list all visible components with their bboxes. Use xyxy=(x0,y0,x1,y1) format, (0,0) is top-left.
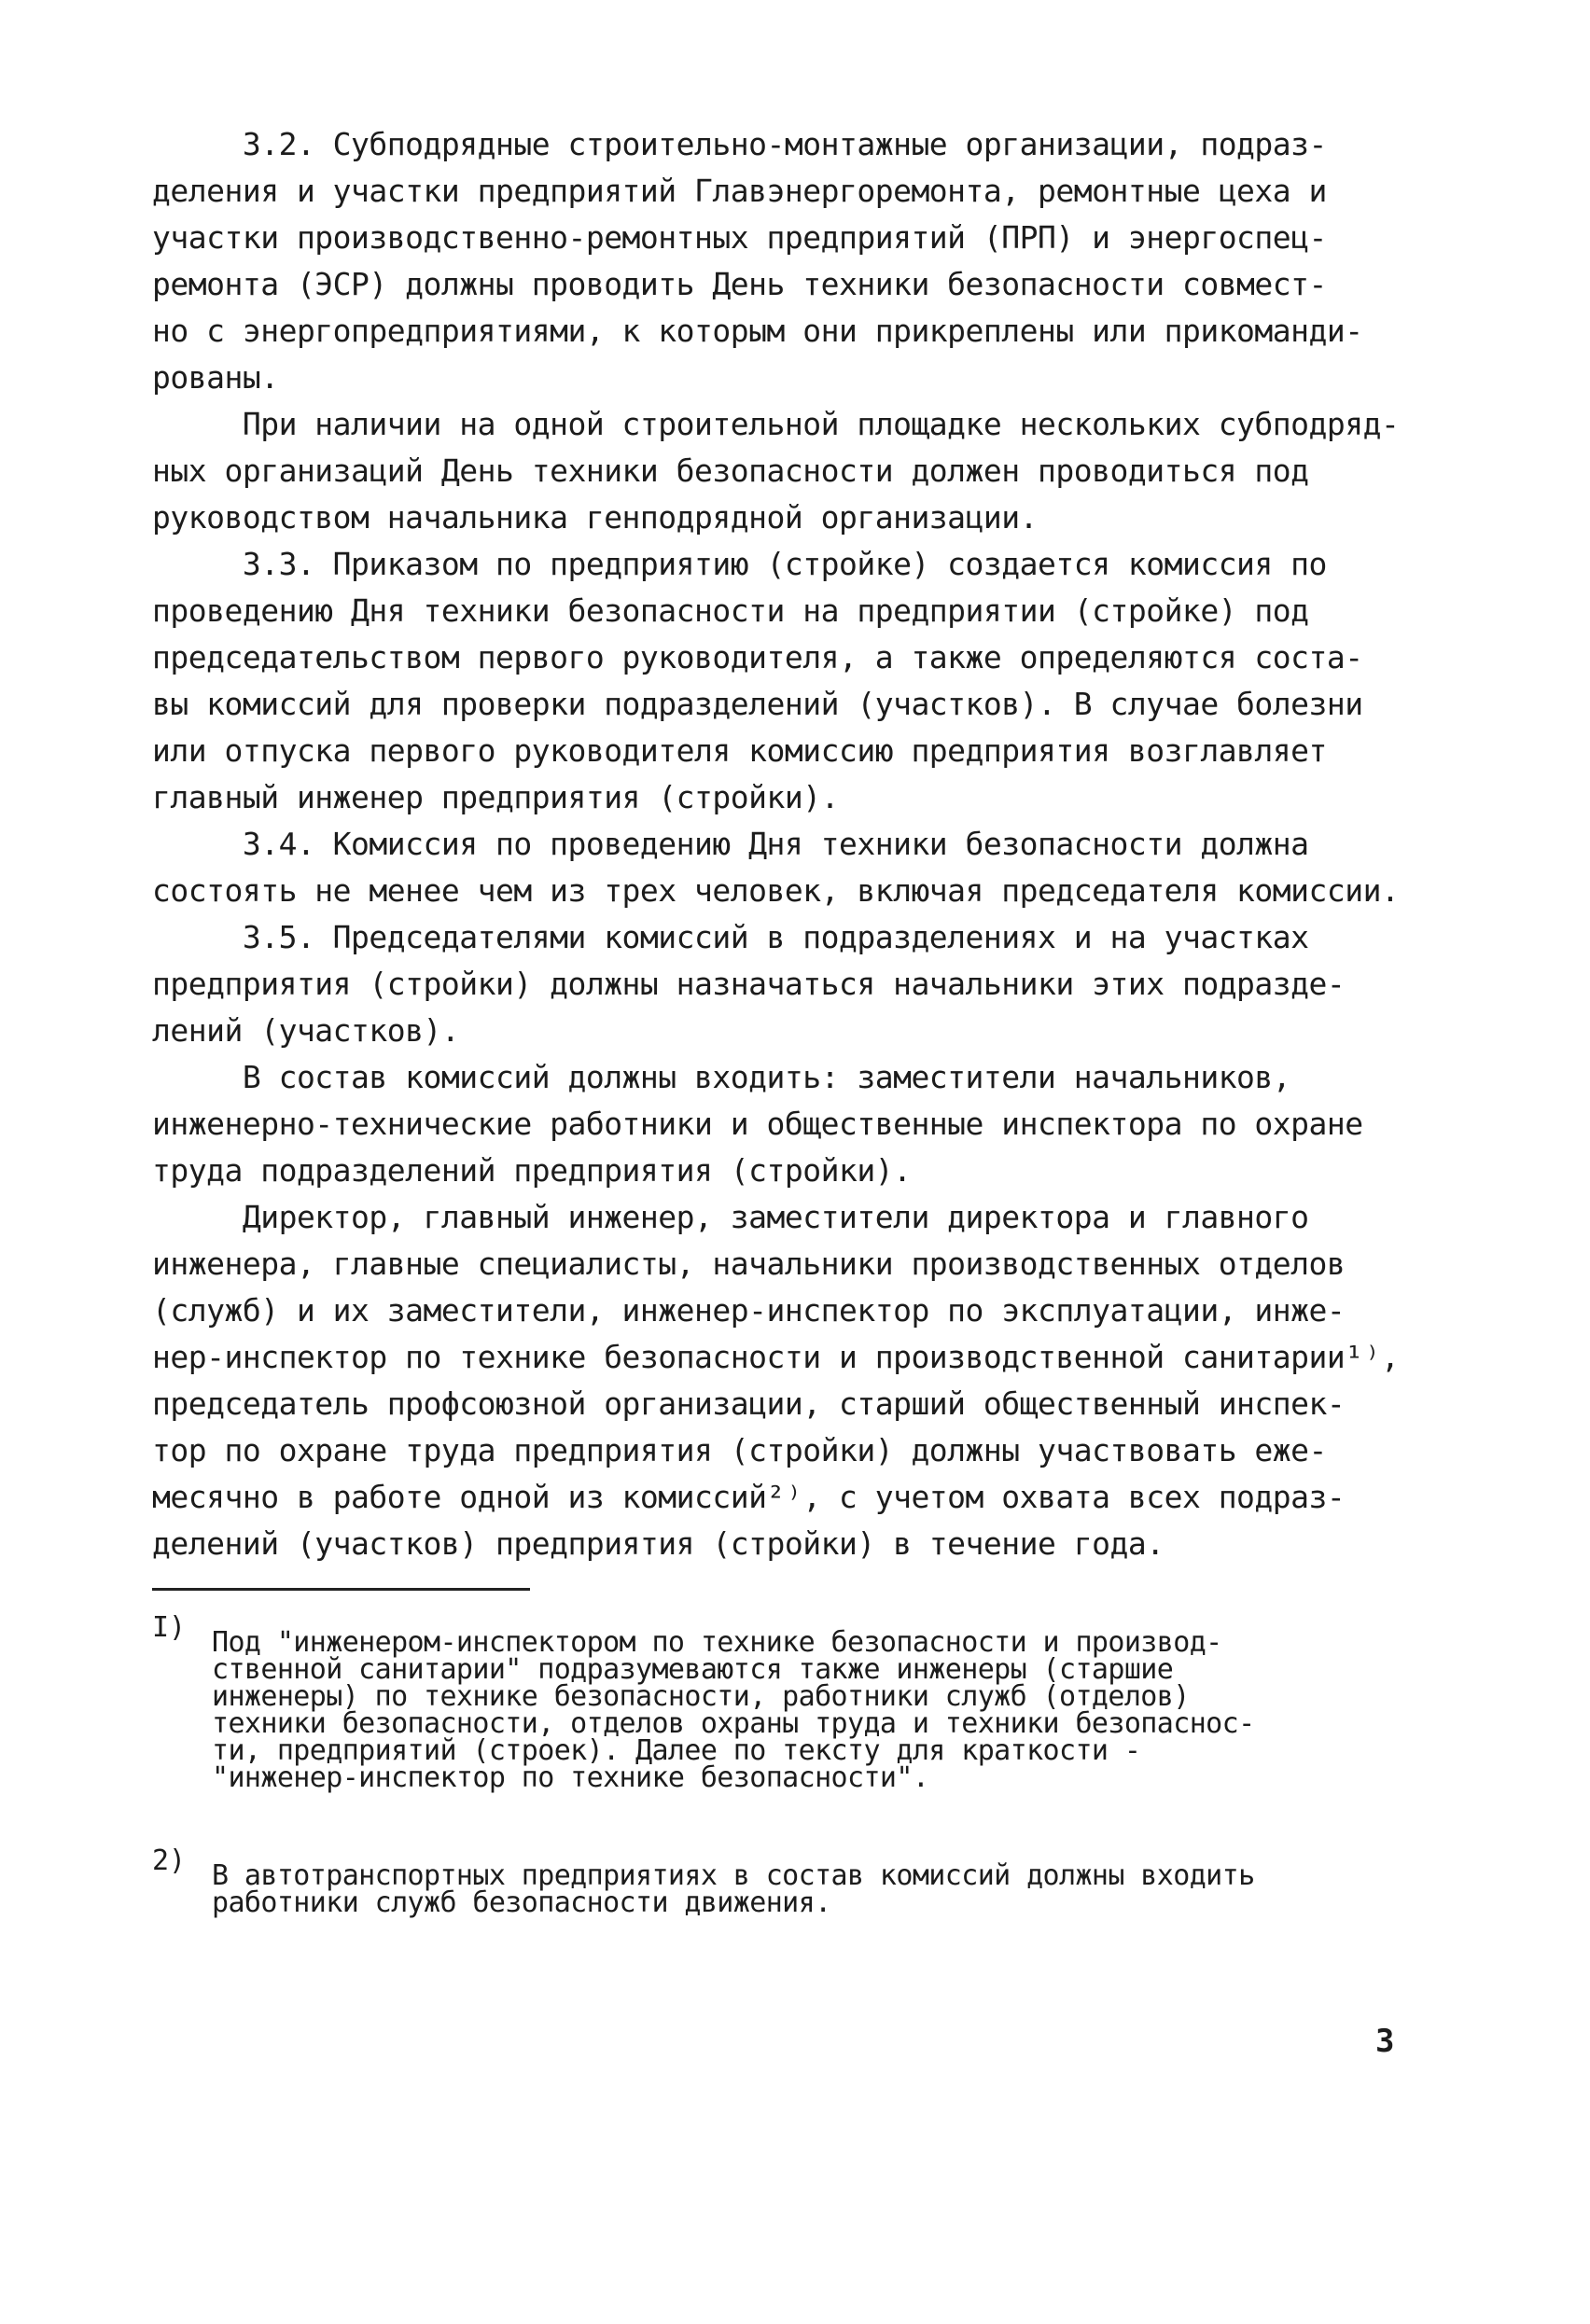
text-line: (служб) и их заместители, инженер-инспектор по эксплуатации, инже- xyxy=(152,1292,1346,1329)
text-line: 3.4. Комиссия по проведению Дня техники безопасности должна xyxy=(152,826,1309,862)
footnote-line: В автотранспортных предприятиях в состав комиссий должны входить xyxy=(212,1859,1255,1892)
text-line: инженера, главные специалисты, начальники производственных отделов xyxy=(152,1245,1346,1282)
footnote-mark: 2) xyxy=(152,1844,187,1877)
footnote-line: ственной санитарии" подразумеваются также инженеры (старшие xyxy=(212,1653,1174,1686)
text-line: но с энергопредприятиями, к которым они прикреплены или прикоманди- xyxy=(152,313,1363,349)
footnote-line: техники безопасности, отделов охраны труда и техники безопаснос- xyxy=(212,1707,1255,1740)
text-line: делений (участков) предприятия (стройки) в течение года. xyxy=(152,1525,1165,1562)
text-line: При наличии на одной строительной площадке нескольких субподряд- xyxy=(152,406,1400,442)
text-line: лений (участков). xyxy=(152,1012,460,1049)
footnote-line: ти, предприятий (строек). Далее по тексту для краткости - xyxy=(212,1734,1141,1767)
text-line: труда подразделений предприятия (стройки). xyxy=(152,1152,912,1189)
text-line: вы комиссий для проверки подразделений (участков). В случае болезни xyxy=(152,686,1363,722)
text-line: нер-инспектор по технике безопасности и производственной санитарии¹⁾, xyxy=(152,1339,1400,1375)
text-line: 3.2. Субподрядные строительно-монтажные организации, подраз- xyxy=(152,126,1327,162)
text-line: ных организаций День техники безопасности должен проводиться под xyxy=(152,452,1309,489)
text-line: 3.3. Приказом по предприятию (стройке) создается комиссия по xyxy=(152,546,1327,582)
text-line: или отпуска первого руководителя комиссию предприятия возглавляет xyxy=(152,732,1327,769)
text-line: руководством начальника генподрядной организации. xyxy=(152,499,1039,536)
main-text xyxy=(152,121,1449,1567)
text-line: состоять не менее чем из трех человек, включая председателя комиссии. xyxy=(152,872,1400,909)
text-line: проведению Дня техники безопасности на предприятии (стройке) под xyxy=(152,592,1309,629)
page-number: 3 xyxy=(1375,2023,1395,2060)
text-line: ремонта (ЭСР) должны проводить День техники безопасности совмест- xyxy=(152,266,1327,302)
footnote-line: "инженер-инспектор по технике безопасности". xyxy=(212,1761,929,1794)
text-line: рованы. xyxy=(152,359,279,396)
text-line: участки производственно-ремонтных предприятий (ПРП) и энергоспец- xyxy=(152,219,1327,256)
text-line: Директор, главный инженер, заместители директора и главного xyxy=(152,1199,1309,1235)
text-line: деления и участки предприятий Главэнергоремонта, ремонтные цеха и xyxy=(152,173,1327,209)
text-line: предприятия (стройки) должны назначаться начальники этих подразде- xyxy=(152,966,1346,1002)
footnote-line: инженеры) по технике безопасности, работники служб (отделов) xyxy=(212,1680,1190,1713)
text-line: инженерно-технические работники и общественные инспектора по охране xyxy=(152,1106,1363,1142)
text-line: главный инженер предприятия (стройки). xyxy=(152,779,839,815)
footnote-separator xyxy=(152,1588,530,1591)
footnote-line: работники служб безопасности движения. xyxy=(212,1886,831,1919)
footnote-line: Под "инженером-инспектором по технике безопасности и производ- xyxy=(212,1626,1222,1659)
text-line: председательством первого руководителя, а также определяются соста- xyxy=(152,639,1363,675)
text-line: председатель профсоюзной организации, старший общественный инспек- xyxy=(152,1385,1346,1422)
text-line: В состав комиссий должны входить: заместители начальников, xyxy=(152,1059,1291,1095)
footnote-text xyxy=(212,1859,1255,1919)
footnote-text xyxy=(212,1626,1255,1794)
text-line: тор по охране труда предприятия (стройки) должны участвовать еже- xyxy=(152,1432,1327,1468)
footnote-mark: I) xyxy=(152,1611,187,1644)
text-line: 3.5. Председателями комиссий в подразделениях и на участках xyxy=(152,919,1309,955)
text-line: месячно в работе одной из комиссий²⁾, с учетом охвата всех подраз- xyxy=(152,1479,1346,1515)
